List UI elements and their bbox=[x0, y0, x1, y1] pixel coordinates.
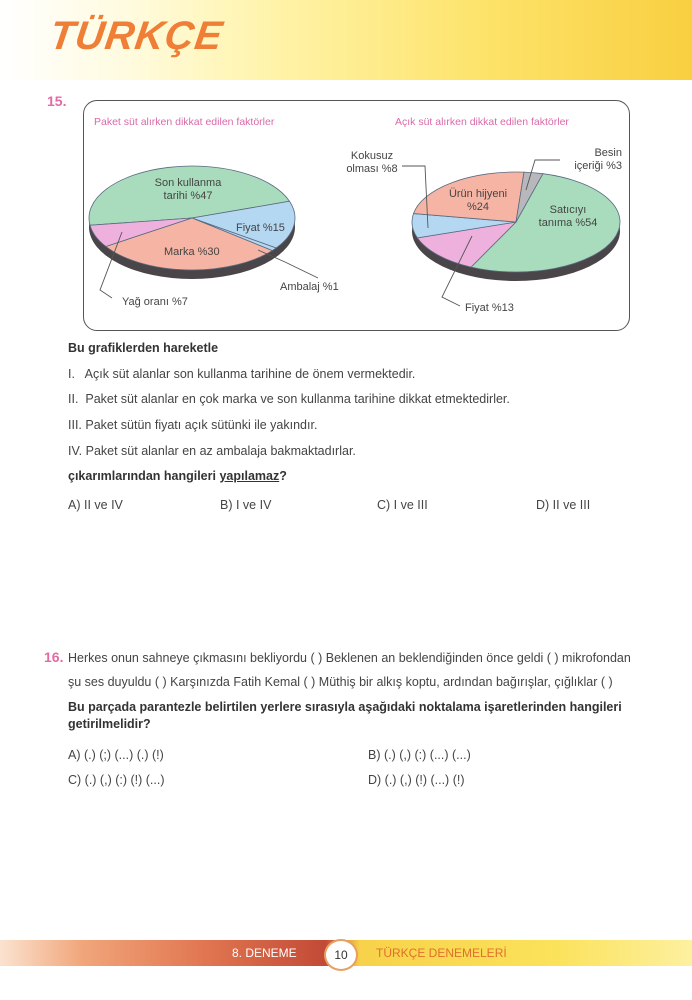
question-15-number: 15. bbox=[47, 93, 67, 109]
label-kokusuz: Kokusuz olması %8 bbox=[346, 150, 398, 175]
label-yag: Yağ oranı %7 bbox=[122, 296, 188, 308]
emphasis-yapilamaz: yapılamaz bbox=[219, 469, 280, 483]
label-hijyen: Ürün hijyeni %24 bbox=[448, 188, 508, 213]
footer-book-title: TÜRKÇE DENEMELERİ bbox=[376, 946, 507, 960]
chart-title-acik: Açık süt alırken dikkat edilen faktörler bbox=[395, 116, 569, 128]
question-16-number: 16. bbox=[44, 649, 64, 665]
q15-option-b[interactable]: B) I ve IV bbox=[220, 498, 272, 512]
statement-3: III. Paket sütün fiyatı açık sütünki ile yakındır. bbox=[68, 418, 318, 432]
statement-2: II. Paket süt alanlar en çok marka ve son kullanma tarihine dikkat etmektedirler. bbox=[68, 392, 510, 406]
q16-line-2: şu ses duyuldu ( ) Karşınızda Fatih Kemal ( ) Müthiş bir alkış koptu, ardından bağırışlar, çığlıklar ( ) bbox=[68, 675, 613, 689]
label-besin: Besin içeriği %3 bbox=[574, 147, 622, 172]
q16-option-a[interactable]: A) (.) (;) (...) (.) (!) bbox=[68, 748, 164, 762]
label-son-kullanma: Son kullanma tarihi %47 bbox=[154, 177, 222, 202]
q15-option-c[interactable]: C) I ve III bbox=[377, 498, 428, 512]
chart-title-paket: Paket süt alırken dikkat edilen faktörler bbox=[94, 116, 275, 128]
label-ambalaj: Ambalaj %1 bbox=[280, 281, 339, 293]
q16-option-b[interactable]: B) (.) (,) (:) (...) (...) bbox=[368, 748, 471, 762]
label-fiyat-acik: Fiyat %13 bbox=[465, 302, 514, 314]
q15-option-d[interactable]: D) II ve III bbox=[536, 498, 591, 512]
footer-exam-label: 8. DENEME bbox=[232, 946, 297, 960]
q15-intro: Bu grafiklerden hareketle bbox=[68, 341, 219, 355]
q16-question-1: Bu parçada parantezle belirtilen yerlere sırasıyla aşağıdaki noktalama işaretlerinden hangileri bbox=[68, 700, 622, 714]
q16-option-d[interactable]: D) (.) (,) (!) (...) (!) bbox=[368, 773, 465, 787]
leader-ambalaj bbox=[258, 250, 318, 278]
q16-line-1: Herkes onun sahneye çıkmasını bekliyordu ( ) Beklenen an beklendiğinden önce geldi ( ) mikrofondan bbox=[68, 651, 631, 665]
label-marka: Marka %30 bbox=[164, 246, 220, 258]
label-satici: Satıcıyı tanıma %54 bbox=[538, 204, 598, 229]
q16-question-2: getirilmelidir? bbox=[68, 717, 151, 731]
q15-question: çıkarımlarından hangileri yapılamaz? bbox=[68, 469, 287, 483]
statement-4: IV. Paket süt alanlar en az ambalaja bakmaktadırlar. bbox=[68, 444, 356, 458]
q16-option-c[interactable]: C) (.) (,) (:) (!) (...) bbox=[68, 773, 165, 787]
q15-option-a[interactable]: A) II ve IV bbox=[68, 498, 123, 512]
page-number: 10 bbox=[324, 939, 358, 971]
statement-1: I. Açık süt alanlar son kullanma tarihine de önem vermektedir. bbox=[68, 367, 416, 381]
subject-title: TÜRKÇE bbox=[46, 14, 226, 58]
label-fiyat-paket: Fiyat %15 bbox=[236, 222, 285, 234]
